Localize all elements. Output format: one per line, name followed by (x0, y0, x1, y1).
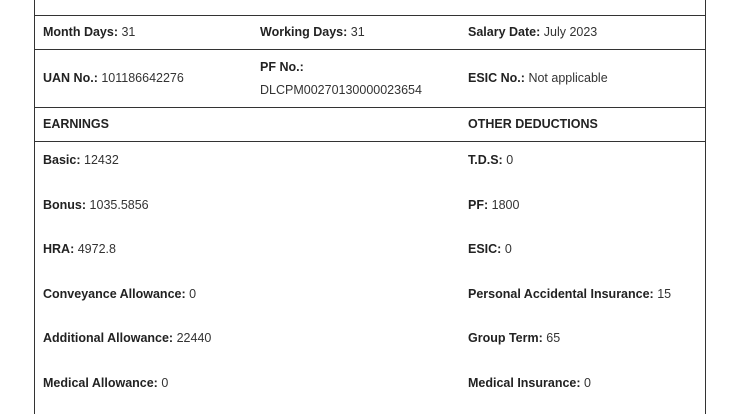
deduction-label: PF: (468, 198, 489, 212)
deduction-value: 15 (657, 287, 672, 301)
earning-item (43, 153, 119, 167)
pf-number (260, 49, 422, 107)
earning-label: Additional Allowance: (43, 331, 174, 345)
month-days-label: Month Days: (43, 25, 118, 39)
month-days (43, 15, 135, 49)
earning-value: 0 (161, 376, 169, 390)
deduction-item (468, 242, 512, 256)
deduction-value: 0 (506, 153, 514, 167)
top-strip (35, 0, 705, 16)
earning-item (43, 287, 196, 301)
deduction-value: 0 (504, 242, 512, 256)
month-days-value: 31 (121, 25, 136, 39)
earning-value: 1035.5856 (89, 198, 149, 212)
deduction-label: Medical Insurance: (468, 376, 581, 390)
deduction-value: 65 (546, 331, 561, 345)
deduction-item (468, 376, 591, 390)
earning-item (43, 331, 211, 345)
deduction-value: 1800 (491, 198, 520, 212)
deduction-label: Group Term: (468, 331, 543, 345)
deductions-header: OTHER DEDUCTIONS (468, 117, 598, 131)
working-days (260, 15, 365, 49)
payslip-table (34, 0, 706, 414)
deduction-item (468, 331, 560, 345)
salary-date-label: Salary Date: (468, 25, 541, 39)
earning-value: 12432 (84, 153, 119, 167)
esic-no-value: Not applicable (528, 71, 608, 85)
salary-date-value: July 2023 (543, 25, 598, 39)
earning-label: Bonus: (43, 198, 87, 212)
deduction-item (468, 198, 519, 212)
deduction-item (468, 287, 671, 301)
uan-number (43, 49, 184, 107)
earning-label: Basic: (43, 153, 81, 167)
deduction-label: Personal Accidental Insurance: (468, 287, 654, 301)
deduction-label: ESIC: (468, 242, 502, 256)
earning-item (43, 376, 168, 390)
earning-value: 22440 (176, 331, 212, 345)
working-days-value: 31 (350, 25, 365, 39)
earning-item (43, 198, 149, 212)
earning-label: Conveyance Allowance: (43, 287, 186, 301)
esic-number (468, 49, 608, 107)
earning-item (43, 242, 116, 256)
pf-no-label: PF No.: (260, 59, 304, 74)
salary-date (468, 15, 597, 49)
section-header-row (35, 107, 705, 142)
earning-value: 4972.8 (77, 242, 116, 256)
pf-no-value: DLCPM00270130000023654 (260, 82, 422, 97)
deduction-item (468, 153, 513, 167)
deduction-value: 0 (584, 376, 591, 390)
uan-label: UAN No.: (43, 71, 98, 85)
working-days-label: Working Days: (260, 25, 348, 39)
deduction-label: T.D.S: (468, 153, 503, 167)
earning-label: HRA: (43, 242, 75, 256)
uan-value: 101186642276 (101, 71, 184, 85)
esic-no-label: ESIC No.: (468, 71, 525, 85)
earning-value: 0 (189, 287, 197, 301)
earnings-header: EARNINGS (43, 117, 109, 131)
summary-row-days (35, 15, 705, 50)
summary-row-ids (35, 49, 705, 108)
earning-label: Medical Allowance: (43, 376, 158, 390)
